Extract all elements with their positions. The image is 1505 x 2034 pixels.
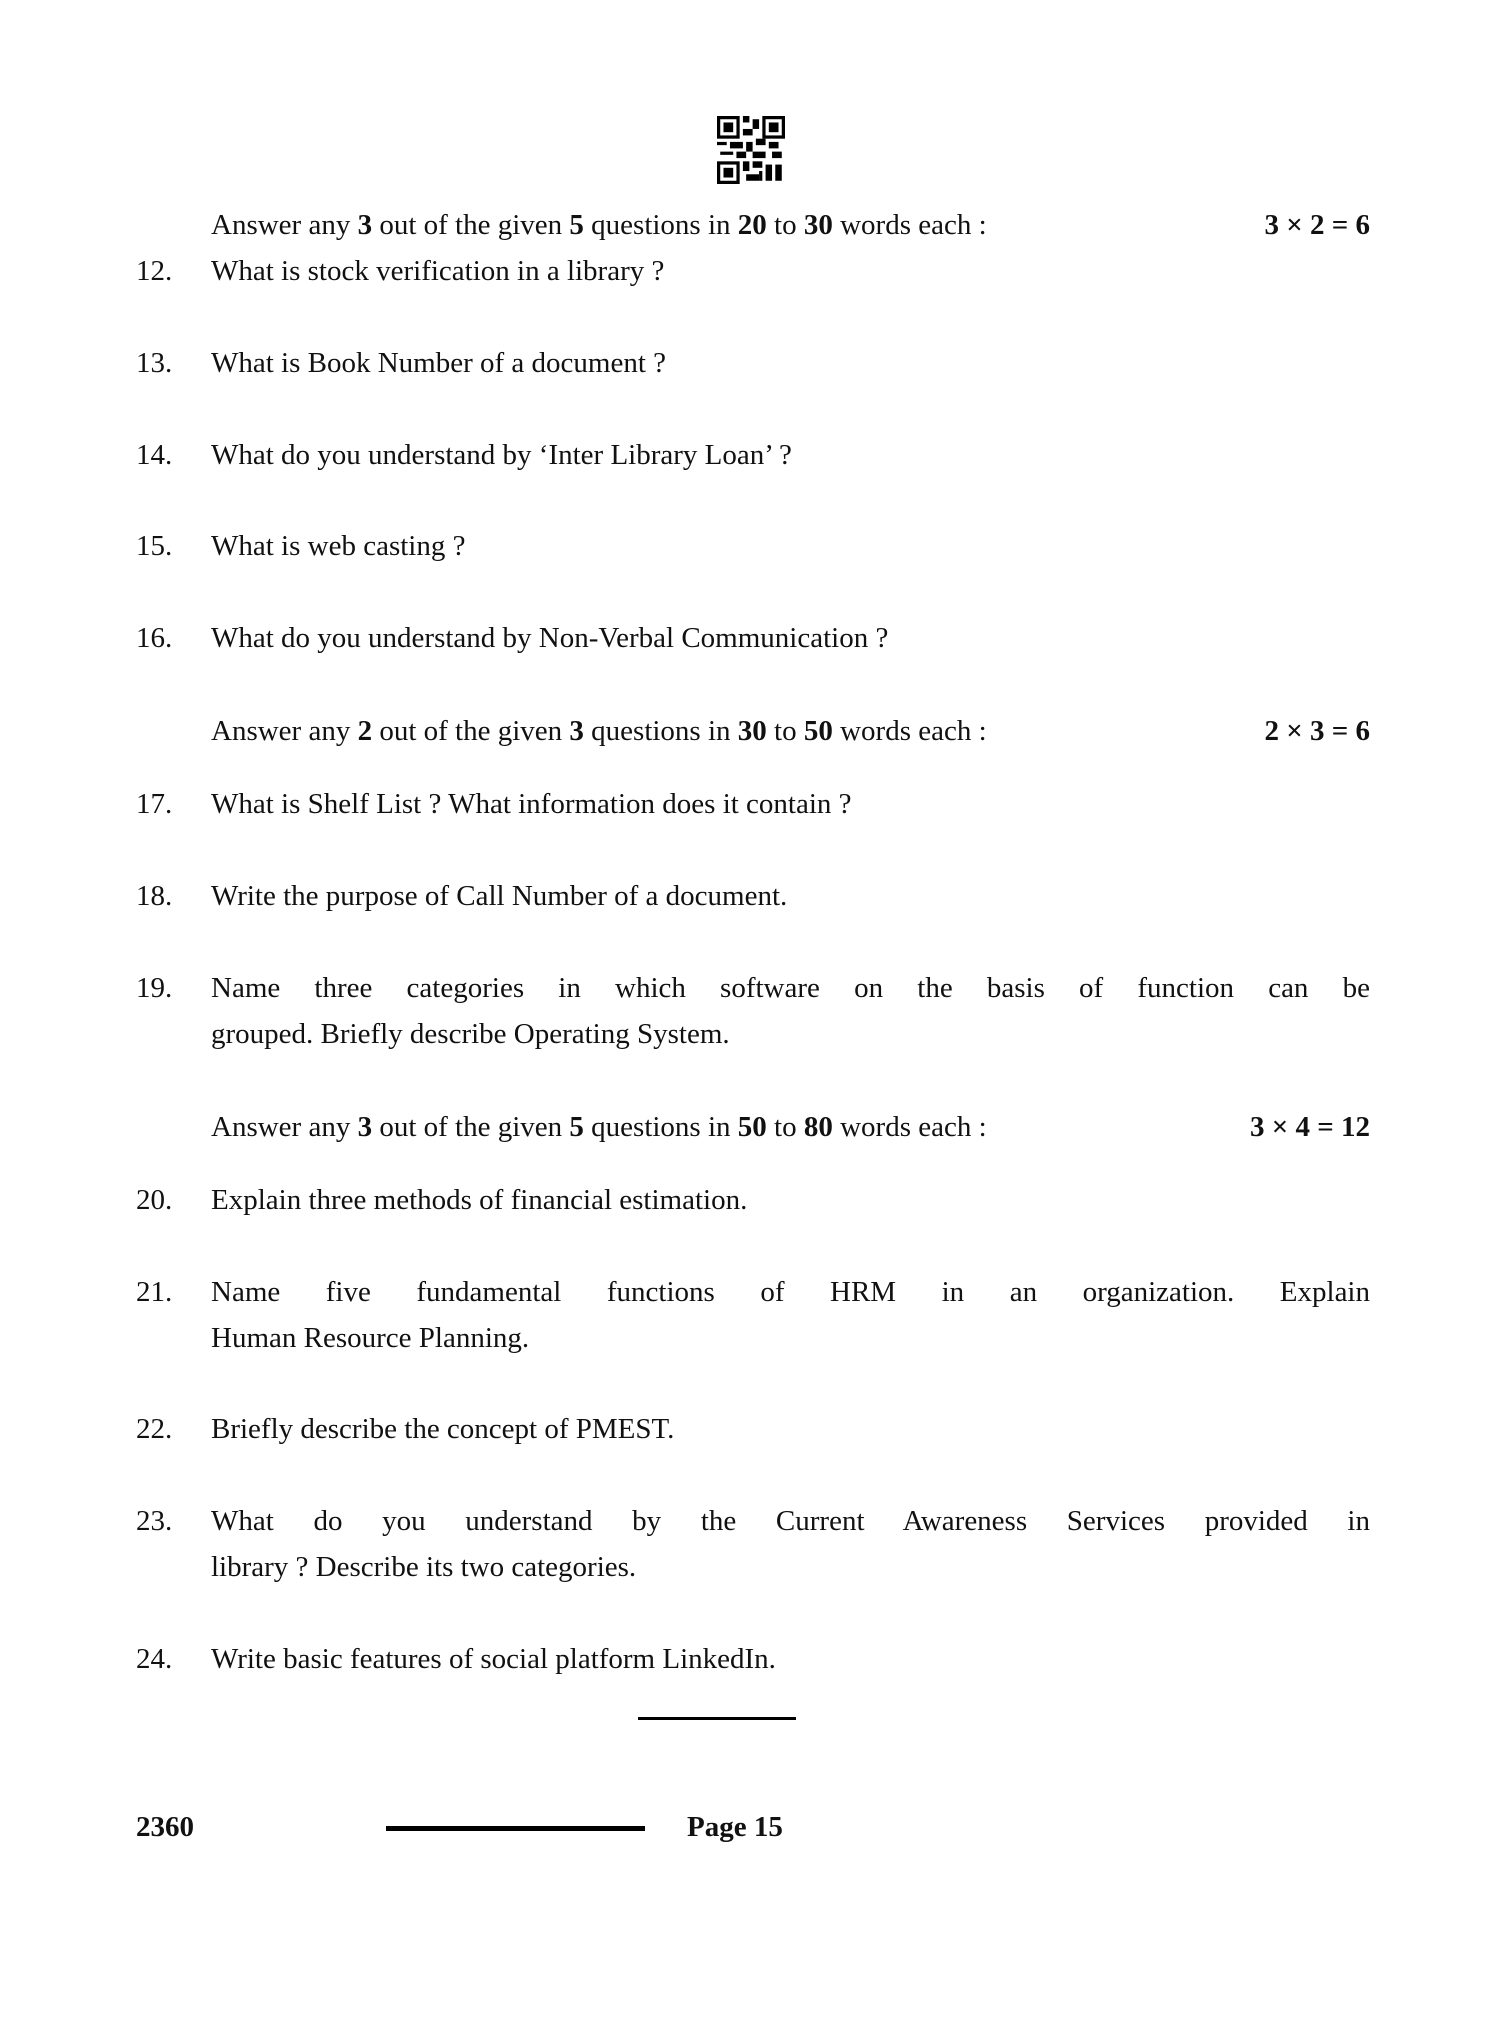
end-rule — [638, 1717, 796, 1720]
question-12 — [0, 253, 1505, 289]
question-text: grouped. Briefly describe Operating System. — [211, 1018, 730, 1050]
question-21 — [0, 1274, 1505, 1310]
section-instruction — [0, 713, 1505, 749]
footer — [0, 1809, 1505, 1845]
instruction-pre: Answer any — [211, 1111, 358, 1143]
question-text: What is stock verification in a library ? — [211, 255, 665, 287]
question-number: 22. — [136, 1413, 173, 1445]
instruction-to-word: to — [766, 1111, 804, 1143]
question-text: What do you understand by Non-Verbal Communication ? — [211, 622, 889, 654]
question-23 — [0, 1503, 1505, 1539]
question-number: 12. — [136, 255, 173, 287]
question-18 — [0, 878, 1505, 914]
section-instruction — [0, 207, 1505, 243]
instruction-text — [211, 1109, 1370, 1145]
instruction-total: 5 — [569, 1111, 584, 1143]
question-15 — [0, 528, 1505, 564]
question-number: 18. — [136, 880, 173, 912]
question-number: 15. — [136, 530, 173, 562]
question-text: Explain three methods of financial estimation. — [211, 1184, 748, 1216]
instruction-text — [211, 207, 1370, 243]
question-number: 13. — [136, 347, 173, 379]
question-number: 24. — [136, 1643, 173, 1675]
section-marks: 3 × 2 = 6 — [1264, 209, 1370, 241]
qr-code — [717, 116, 785, 184]
page-number: Page 15 — [687, 1811, 783, 1843]
instruction-to-word: to — [766, 715, 804, 747]
question-number: 20. — [136, 1184, 173, 1216]
instruction-mid1: out of the given — [372, 209, 570, 241]
instruction-total: 5 — [569, 209, 584, 241]
instruction-to: 80 — [803, 1111, 833, 1143]
question-19 — [0, 970, 1505, 1006]
question-22 — [0, 1411, 1505, 1447]
question-text: What do you understand by ‘Inter Library Loan’ ? — [211, 439, 792, 471]
instruction-to-word: to — [766, 209, 804, 241]
question-24 — [0, 1641, 1505, 1677]
question-19-line-2 — [0, 1016, 1505, 1052]
instruction-n: 2 — [357, 715, 373, 747]
question-text: library ? Describe its two categories. — [211, 1551, 637, 1583]
instruction-mid2: questions in — [583, 1111, 738, 1143]
section-marks: 3 × 4 = 12 — [1249, 1111, 1370, 1143]
instruction-post: words each : — [832, 209, 987, 241]
question-text: Human Resource Planning. — [211, 1322, 530, 1354]
question-text: Write the purpose of Call Number of a document. — [211, 880, 788, 912]
instruction-from: 50 — [737, 1111, 767, 1143]
instruction-post: words each : — [832, 715, 987, 747]
question-number: 17. — [136, 788, 173, 820]
question-number: 14. — [136, 439, 173, 471]
question-number: 19. — [136, 972, 173, 1004]
question-number: 16. — [136, 622, 173, 654]
instruction-text — [211, 713, 1370, 749]
instruction-mid2: questions in — [583, 209, 738, 241]
instruction-from: 20 — [737, 209, 767, 241]
question-16 — [0, 620, 1505, 656]
instruction-total: 3 — [569, 715, 584, 747]
instruction-from: 30 — [737, 715, 767, 747]
section-instruction — [0, 1109, 1505, 1145]
instruction-n: 3 — [357, 209, 373, 241]
question-text: Name five fundamental functions of HRM in an organization. Explain — [211, 1276, 1370, 1308]
instruction-mid1: out of the given — [372, 715, 570, 747]
instruction-mid1: out of the given — [372, 1111, 570, 1143]
question-20 — [0, 1182, 1505, 1218]
instruction-pre: Answer any — [211, 209, 358, 241]
question-23-line-2 — [0, 1549, 1505, 1585]
section-marks: 2 × 3 = 6 — [1264, 715, 1370, 747]
question-21-line-2 — [0, 1320, 1505, 1356]
footer-rule — [386, 1826, 645, 1831]
question-text: What is web casting ? — [211, 530, 466, 562]
instruction-to: 30 — [803, 209, 833, 241]
instruction-post: words each : — [832, 1111, 987, 1143]
instruction-mid2: questions in — [583, 715, 738, 747]
paper-code: 2360 — [136, 1811, 194, 1843]
question-number: 21. — [136, 1276, 173, 1308]
instruction-pre: Answer any — [211, 715, 358, 747]
question-13 — [0, 345, 1505, 381]
question-14 — [0, 437, 1505, 473]
instruction-to: 50 — [803, 715, 833, 747]
question-text: What is Book Number of a document ? — [211, 347, 667, 379]
question-number: 23. — [136, 1505, 173, 1537]
question-text: What do you understand by the Current Awareness Services provided in — [211, 1505, 1370, 1537]
question-text: Write basic features of social platform LinkedIn. — [211, 1643, 776, 1675]
question-text: What is Shelf List ? What information does it contain ? — [211, 788, 852, 820]
instruction-n: 3 — [357, 1111, 373, 1143]
question-17 — [0, 786, 1505, 822]
question-text: Briefly describe the concept of PMEST. — [211, 1413, 675, 1445]
question-text: Name three categories in which software on the basis of function can be — [211, 972, 1370, 1004]
